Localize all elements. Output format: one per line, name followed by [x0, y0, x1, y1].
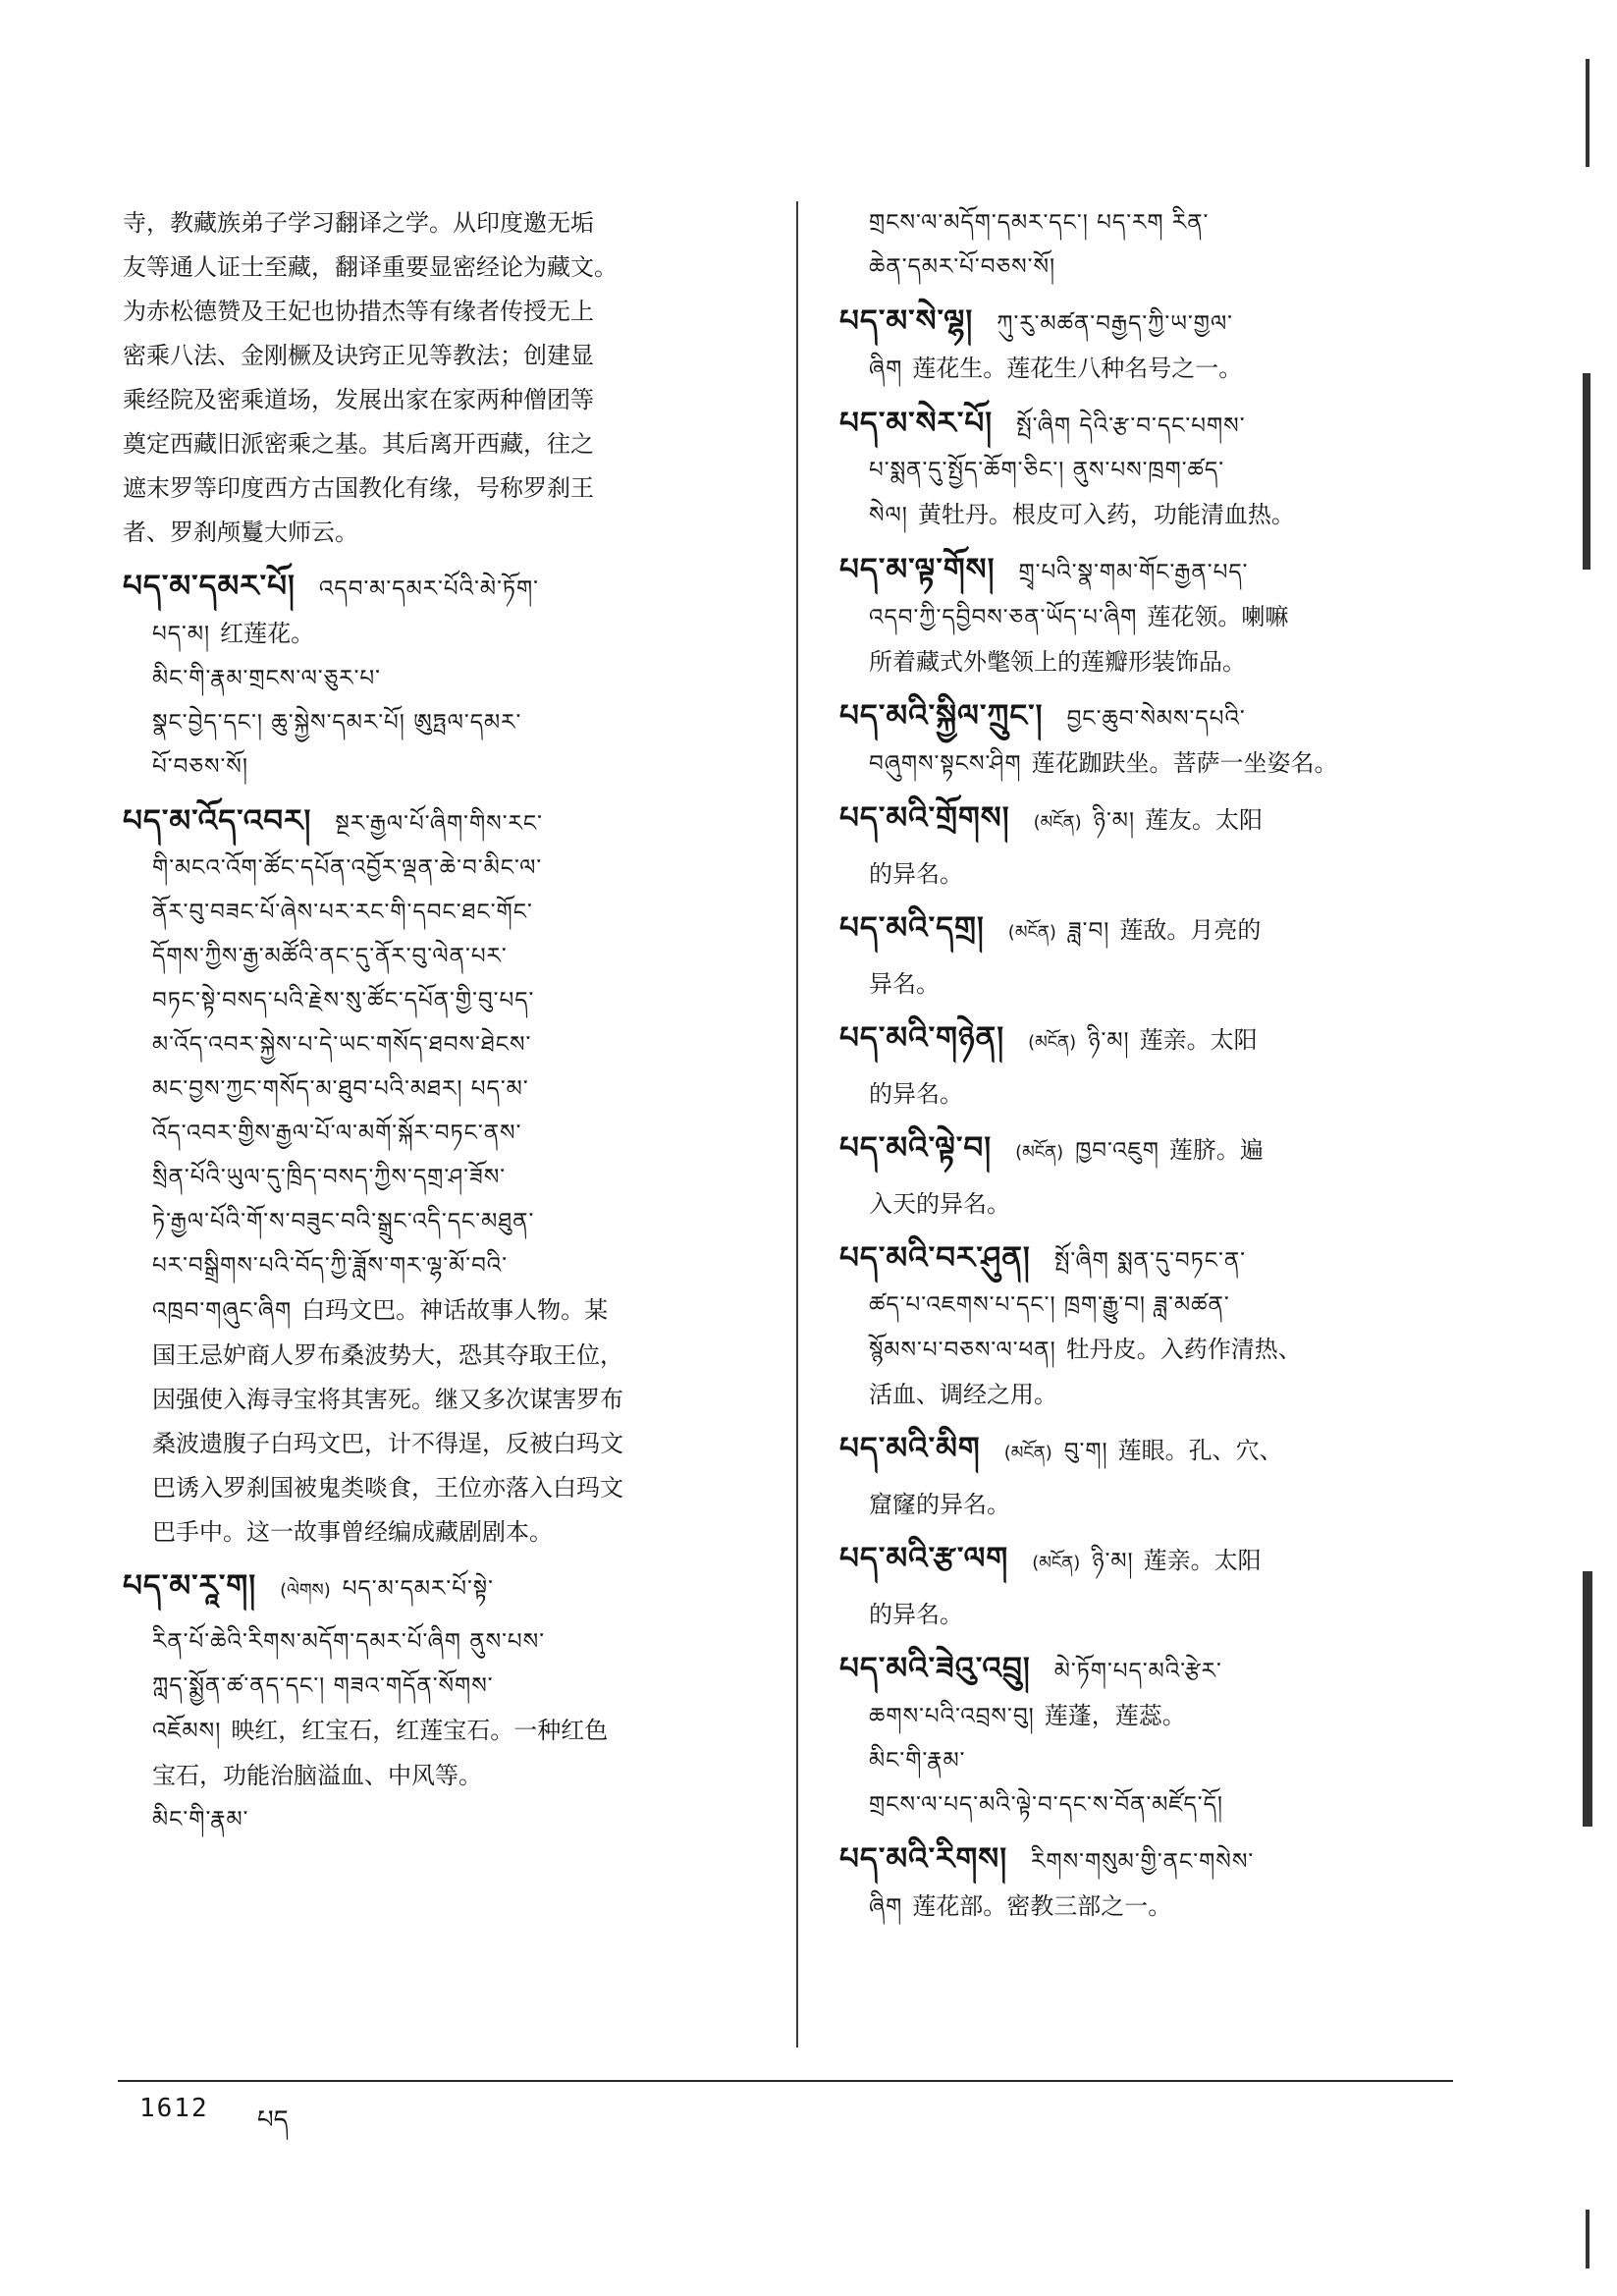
- chinese-definition: 的异名。: [869, 1601, 963, 1628]
- entry-line: [839, 640, 1468, 684]
- entry-line: [123, 1422, 790, 1466]
- entry-abbreviation: (ལེགས): [280, 1580, 331, 1601]
- chinese-definition: 桑波遗腹子白玛文巴，计不得逞，反被白玛文: [152, 1430, 623, 1457]
- entry-line: [123, 799, 790, 847]
- entry-line: [123, 1200, 790, 1244]
- tibetan-definition: མེ་ཏོག་པད་མའི་རྩེར་: [1053, 1659, 1222, 1684]
- chinese-definition: 莲花跏趺坐。菩萨一坐姿名。: [1031, 749, 1338, 777]
- entry-line: [839, 906, 1468, 962]
- entry-line: [123, 979, 790, 1023]
- entry-headword: པད་མའི་མིག: [839, 1431, 981, 1466]
- chinese-definition: 莲亲。太阳: [1139, 1026, 1258, 1054]
- chinese-definition: 入天的异名。: [869, 1190, 1010, 1218]
- entry-line: [839, 1182, 1468, 1227]
- entry-line: [839, 852, 1468, 897]
- chinese-definition: 莲蓬，莲蕊。: [1044, 1702, 1186, 1729]
- entry-headword: པད་མ་ལྟ་གོས།: [839, 552, 996, 587]
- chinese-definition: 莲友。太阳: [1145, 806, 1264, 834]
- tibetan-definition: ཉི་མ།: [1093, 808, 1136, 834]
- entry-headword: པད་མའི་ལྟེ་བ།: [839, 1130, 993, 1166]
- dictionary-entry: [839, 548, 1468, 684]
- entry-abbreviation: (མངོན): [1032, 1553, 1081, 1573]
- entry-line: [839, 1427, 1468, 1483]
- column-divider: [796, 201, 798, 2048]
- entry-line: [123, 1378, 790, 1422]
- entry-line: [839, 1593, 1468, 1637]
- entry-abbreviation: (མངོན): [1007, 922, 1056, 943]
- tibetan-definition: བཞུགས་སྟངས་ཤིག: [869, 751, 1022, 777]
- chinese-definition: 窟窿的异名。: [869, 1491, 1010, 1518]
- dictionary-entry: [839, 796, 1468, 897]
- chinese-definition: 映红，红宝石，红莲宝石。一种红色: [231, 1717, 609, 1744]
- entry-line: [123, 1564, 790, 1620]
- tibetan-definition: སྤོ་ཞིག དེའི་རྩ་བ་དང་པགས་: [1016, 413, 1246, 439]
- tibetan-definition: དོགས་ཀྱིས་རྒྱ་མཚོའི་ནང་དུ་ནོར་བུ་ལེན་པར་: [152, 944, 508, 969]
- chinese-definition: 白玛文巴。神话故事人物。某: [301, 1296, 609, 1324]
- tibetan-definition: མ་འོད་འབར་སྐྱེས་པ་དེ་ཡང་གསོད་ཐབས་ཐེངས་: [152, 1032, 532, 1058]
- chinese-definition: 莲眼。孔、穴、: [1117, 1437, 1283, 1464]
- chinese-definition: 巴手中。这一故事曾经编成藏剧剧本。: [152, 1518, 553, 1546]
- entry-line: [839, 402, 1468, 449]
- chinese-definition: 异名。: [869, 970, 940, 998]
- entry-line: [123, 1620, 790, 1665]
- tibetan-definition: མིང་གི་རྣམ་: [869, 1748, 966, 1774]
- tibetan-definition: པད་མ།: [152, 622, 211, 647]
- continuation-line: 奠定西藏旧派密乘之基。其后离开西藏，往之: [123, 430, 594, 458]
- entry-headword: པད་མའི་སྐྱིལ་ཀྲུང་།: [839, 698, 1044, 734]
- entry-line: [839, 1483, 1468, 1527]
- entry-headword: པད་མའི་རིགས།: [839, 1841, 1008, 1877]
- page-number: 1612: [139, 2094, 209, 2123]
- continuation-line: ཆེན་དམར་པོ་བཅས་སོ།: [869, 254, 1056, 280]
- continuation-line: 密乘八法、金刚橛及诀窍正见等教法；创建显: [123, 342, 594, 369]
- entry-line: [123, 1754, 790, 1798]
- tibetan-definition: ཞིག: [869, 1894, 903, 1920]
- entry-line: [839, 1072, 1468, 1117]
- tibetan-definition: ནོར་བུ་བཟང་པོ་ཞེས་པར་རང་གི་དབང་ཐང་གོང་: [152, 900, 533, 925]
- entry-line: [839, 449, 1468, 493]
- tibetan-definition: པར་བསྒྲིགས་པའི་བོད་ཀྱི་ཟློས་གར་ལྷ་མོ་བའི་: [152, 1253, 509, 1279]
- tibetan-definition: མིང་གི་རྣམ་གྲངས་ལ་ཅུར་པ་: [152, 666, 381, 691]
- dictionary-entry: [123, 1564, 790, 1842]
- tibetan-definition: འདབ་ཀྱི་དབྱིབས་ཅན་ཡོད་པ་ཞིག: [869, 605, 1138, 630]
- chinese-definition: 莲脐。遍: [1168, 1136, 1264, 1164]
- scan-edge-mark: [1583, 1571, 1592, 1827]
- dictionary-entry: [839, 300, 1468, 392]
- entry-abbreviation: (མངོན): [1015, 1142, 1064, 1163]
- dictionary-entry: [839, 1236, 1468, 1417]
- entry-line: [123, 891, 790, 935]
- tibetan-definition: འོད་འབར་གྱིས་རྒྱལ་པོ་ལ་མགོ་སྐོར་བཏང་ནས་: [152, 1121, 522, 1146]
- tibetan-definition: བྱང་ཆུབ་སེམས་དཔའི་: [1066, 706, 1246, 732]
- dictionary-entry: [839, 1427, 1468, 1527]
- continuation-line: གྲངས་ལ་མདོག་དམར་དང་། པད་རག རིན་: [869, 210, 1210, 236]
- tibetan-definition: འཁྲབ་གཞུང་ཞིག: [152, 1298, 293, 1324]
- entry-headword: པད་མའི་བར་ཤུན།: [839, 1240, 1031, 1276]
- tibetan-definition: སྤོ་ཞིག སྨན་དུ་བཏང་ན་: [1053, 1248, 1247, 1274]
- tibetan-definition: པད་མ་དམར་པོ་སྟེ་: [342, 1576, 494, 1602]
- chinese-definition: 黄牡丹。根皮可入药，功能清血热。: [917, 501, 1295, 528]
- entry-abbreviation: (མངོན): [1003, 1443, 1052, 1463]
- continuation-line: 寺，教藏族弟子学习翻译之学。从印度邀无垢: [123, 209, 594, 237]
- entry-line: [839, 1126, 1468, 1182]
- chinese-definition: 所着藏式外氅领上的莲瓣形装饰品。: [869, 648, 1246, 676]
- continuation-line: 友等通人证士至藏，翻译重要显密经论为藏文。: [123, 253, 618, 281]
- entry-line: [839, 347, 1468, 392]
- entry-line: [123, 1709, 790, 1754]
- tibetan-definition: སྙོམས་པ་བཅས་ལ་ཕན།: [869, 1338, 1056, 1363]
- entry-headword: པད་མའི་གྲོགས།: [839, 800, 1010, 836]
- entry-headword: པད་མའི་གཉེན།: [839, 1020, 1005, 1056]
- entry-line: [839, 796, 1468, 852]
- tibetan-definition: སྲིན་པོའི་ཡུལ་དུ་ཁྲིད་བསད་ཀྱིས་དགྲ་ཤ་ཟོས་: [152, 1165, 507, 1190]
- entry-line: [839, 694, 1468, 741]
- tibetan-definition: མིང་གི་རྣམ་: [152, 1807, 249, 1832]
- tibetan-definition: ཆགས་པའི་འབྲས་བུ།: [869, 1704, 1035, 1729]
- entry-line: [839, 300, 1468, 347]
- tibetan-definition: ཀླད་སྨྱོན་ཚ་ནད་དང་། གཟའ་གདོན་སོགས་: [152, 1673, 494, 1699]
- continuation-line: 为赤松德赞及王妃也协措杰等有缘者传授无上: [123, 298, 594, 325]
- continuation-line: 乘经院及密乘道场，发展出家在家两种僧团等: [123, 386, 594, 413]
- dictionary-entry: [839, 1126, 1468, 1227]
- tibetan-definition: པོ་བཅས་སོ།: [152, 754, 248, 780]
- chinese-definition: 巴诱入罗刹国被鬼类啖食，王位亦落入白玛文: [152, 1474, 623, 1502]
- tibetan-definition: རིན་པོ་ཆེའི་རིགས་མདོག་དམར་པོ་ཞིག ནུས་པས་: [152, 1629, 546, 1655]
- entry-line: [839, 1284, 1468, 1328]
- tibetan-definition: གྲྭ་པའི་སྣ་གམ་གོང་རྒྱན་པད་: [1018, 560, 1249, 585]
- entry-line: [123, 612, 790, 657]
- entry-headword: པད་མ་རཱ་ག།: [123, 1568, 257, 1604]
- chinese-definition: 因强使入海寻宝将其害死。继又多次谋害罗布: [152, 1386, 623, 1413]
- chinese-definition: 莲花生。莲花生八种名号之一。: [912, 355, 1243, 382]
- tibetan-definition: སྣང་བྱེད་དང་། ཆུ་སྐྱེས་དམར་པོ། ཨུཏྤལ་དམར་: [152, 710, 522, 736]
- chinese-definition: 的异名。: [869, 1080, 963, 1108]
- tibetan-definition: སེལ།: [869, 503, 908, 528]
- entry-line: [839, 1236, 1468, 1284]
- entry-headword: པད་མའི་རྩ་ལག: [839, 1541, 1009, 1576]
- entry-line: [839, 548, 1468, 595]
- tibetan-definition: རིགས་གསུམ་གྱི་ནང་གསེས་: [1031, 1849, 1255, 1875]
- chinese-definition: 莲花部。密教三部之一。: [912, 1892, 1172, 1920]
- entry-headword: པད་མ་སེར་པོ།: [839, 406, 994, 441]
- entry-line: [123, 1798, 790, 1842]
- dictionary-entry: [123, 565, 790, 790]
- tibetan-definition: ཚད་པ་འཇགས་པ་དང་། ཁྲག་རྒྱུ་བ། ཟླ་མཚན་: [869, 1292, 1230, 1318]
- dictionary-entry: [839, 1837, 1468, 1930]
- tibetan-definition: གི་མངའ་འོག་ཚོང་དཔོན་འབྱོར་ལྡན་ཆེ་བ་མིང་ལ་: [152, 855, 543, 881]
- entry-line: [839, 962, 1468, 1007]
- dictionary-entry: [839, 1537, 1468, 1637]
- entry-line: [123, 847, 790, 891]
- entry-line: [839, 1016, 1468, 1072]
- continuation-line: 者、罗刹颅鬘大师云。: [123, 519, 358, 546]
- entry-line: [123, 1067, 790, 1112]
- dictionary-entry: [839, 906, 1468, 1007]
- entry-line: [839, 1739, 1468, 1783]
- entry-line: [123, 1510, 790, 1555]
- entry-line: [839, 1537, 1468, 1593]
- entry-line: [123, 565, 790, 612]
- continuation-block: [123, 201, 790, 555]
- entry-line: [839, 1373, 1468, 1417]
- tibetan-definition: ཁྱབ་འཇུག: [1075, 1138, 1159, 1164]
- tibetan-definition: ཞིག: [869, 356, 903, 382]
- tibetan-definition: ཉི་མ།: [1092, 1549, 1134, 1574]
- entry-line: [839, 1783, 1468, 1828]
- dictionary-entry: [839, 402, 1468, 538]
- chinese-definition: 牡丹皮。入药作清热、: [1065, 1336, 1302, 1363]
- tibetan-definition: ཉི་མ།: [1088, 1028, 1130, 1054]
- entry-line: [123, 1023, 790, 1067]
- dictionary-entry: [123, 799, 790, 1555]
- entry-line: [123, 1156, 790, 1200]
- dictionary-entry: [839, 1016, 1468, 1117]
- entry-line: [123, 1334, 790, 1378]
- entry-line: [839, 1694, 1468, 1739]
- chinese-definition: 莲亲。太阳: [1143, 1547, 1262, 1574]
- entry-abbreviation: (མངོན): [1028, 1032, 1077, 1053]
- entry-line: [839, 1837, 1468, 1885]
- entry-line: [839, 1647, 1468, 1694]
- chinese-definition: 红莲花。: [220, 620, 315, 647]
- tibetan-definition: འཇོམས།: [152, 1719, 222, 1744]
- running-head: པད: [257, 2105, 289, 2135]
- tibetan-definition: འདབ་མ་དམར་པོའི་མེ་ཏོག་: [318, 576, 539, 602]
- entry-line: [123, 1112, 790, 1156]
- entry-line: [123, 1466, 790, 1510]
- dictionary-entry: [839, 1647, 1468, 1828]
- continuation-line: 遮末罗等印度西方古国教化有缘，号称罗刹王: [123, 474, 594, 502]
- tibetan-definition: བུ་ག།: [1063, 1439, 1108, 1464]
- entry-abbreviation: (མངོན): [1033, 812, 1082, 833]
- entry-line: [839, 493, 1468, 538]
- entry-headword: པད་མ་སེ་ལྷ།: [839, 303, 974, 339]
- right-column: [839, 201, 1468, 1940]
- entry-headword: པད་མ་དམར་པོ།: [123, 569, 296, 604]
- tibetan-definition: ཟླ་བ།: [1067, 918, 1110, 944]
- entry-line: [123, 1288, 790, 1334]
- entry-line: [123, 935, 790, 979]
- chinese-definition: 宝石，功能治脑溢血、中风等。: [152, 1762, 482, 1789]
- entry-line: [123, 745, 790, 790]
- entry-line: [839, 595, 1468, 640]
- continuation-block: [839, 201, 1468, 290]
- left-column: [123, 201, 790, 1852]
- entry-line: [123, 1665, 790, 1709]
- chinese-definition: 莲敌。月亮的: [1119, 916, 1262, 944]
- entry-headword: པད་མའི་ཟེའུ་འབྲུ།: [839, 1651, 1031, 1686]
- entry-line: [123, 701, 790, 745]
- entry-headword: པད་མའི་དགྲ།: [839, 910, 985, 946]
- chinese-definition: 的异名。: [869, 860, 963, 888]
- tibetan-definition: ཀུ་རུ་མཚན་བརྒྱད་ཀྱི་ཡ་གྱལ་: [997, 311, 1234, 337]
- tibetan-definition: བཏང་སྟེ་བསད་པའི་རྗེས་སུ་ཚོང་དཔོན་གྱི་བུ་པད་: [152, 988, 535, 1013]
- footer-rule: [118, 2080, 1453, 2082]
- entry-headword: པད་མ་འོད་འབར།: [123, 803, 312, 839]
- scan-edge-mark: [1586, 2210, 1590, 2269]
- entry-line: [839, 1328, 1468, 1373]
- tibetan-definition: མང་བྱས་ཀྱང་གསོད་མ་ཐུབ་པའི་མཐར། པད་མ་: [152, 1076, 529, 1102]
- dictionary-entry: [839, 694, 1468, 787]
- chinese-definition: 莲花领。喇嘛: [1147, 603, 1289, 630]
- entry-line: [839, 741, 1468, 787]
- tibetan-definition: སྔར་རྒྱལ་པོ་ཞིག་གིས་རང་: [335, 811, 543, 837]
- scan-edge-mark: [1586, 59, 1590, 167]
- chinese-definition: 国王忌妒商人罗布桑波势大，恐其夺取王位，: [152, 1341, 623, 1369]
- scan-edge-mark: [1583, 373, 1590, 570]
- tibetan-definition: པ་སྨན་དུ་སྤྱོད་ཆོག་ཅིང་། ནུས་པས་ཁྲག་ཚད་: [869, 458, 1225, 483]
- tibetan-definition: ཏེ་རྒྱལ་པོའི་གོ་ས་བཟུང་བའི་སྒྲུང་འདི་དང་མཐུན་: [152, 1209, 535, 1234]
- entry-line: [123, 657, 790, 701]
- tibetan-definition: གྲངས་ལ་པད་མའི་ལྟེ་བ་དང་ས་བོན་མཛོད་དོ།: [869, 1792, 1224, 1818]
- entry-line: [839, 1885, 1468, 1930]
- entry-line: [123, 1244, 790, 1288]
- chinese-definition: 活血、调经之用。: [869, 1381, 1057, 1408]
